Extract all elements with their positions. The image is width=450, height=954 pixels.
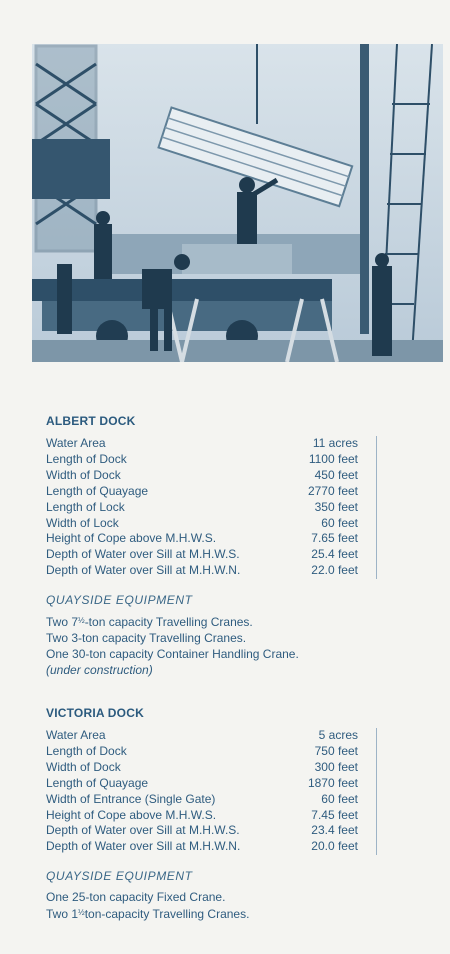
victoria-dock-section (46, 706, 406, 922)
spec-label: Length of Dock (46, 743, 127, 758)
spec-label: Depth of Water over Sill at M.H.W.N. (46, 839, 241, 854)
equipment-text: -ton capacity Travelling Cranes. (84, 615, 253, 630)
spec-value: 300 feet (286, 760, 377, 776)
spec-label: Length of Quayage (46, 483, 149, 498)
dock-crane-photo (32, 44, 443, 362)
spec-row (46, 823, 377, 839)
spec-value: 7.45 feet (286, 808, 377, 824)
albert-dock-specs-table (46, 436, 377, 579)
equipment-item (46, 613, 406, 630)
spec-label: Water Area (46, 436, 106, 450)
spec-row (46, 776, 377, 792)
spec-label: Water Area (46, 728, 106, 742)
equipment-text: Two 1 (46, 907, 79, 922)
spec-label: Width of Dock (46, 759, 121, 774)
spec-label: Depth of Water over Sill at M.H.W.S. (46, 823, 240, 838)
spec-value: 22.0 feet (286, 563, 377, 579)
equipment-item (46, 630, 406, 646)
spec-row (46, 839, 377, 855)
spec-value: 450 feet (286, 468, 377, 484)
spec-row (46, 468, 377, 484)
spec-label: Length of Quayage (46, 775, 149, 790)
spec-label: Width of Entrance (Single Gate) (46, 791, 216, 806)
albert-equipment-note: (under construction) (46, 663, 153, 678)
spec-value: 1870 feet (286, 776, 377, 792)
albert-dock-section (46, 414, 406, 678)
spec-row (46, 792, 377, 808)
spec-value: 23.4 feet (286, 823, 377, 839)
victoria-dock-title: VICTORIA DOCK (46, 706, 144, 720)
victoria-equipment-list (46, 889, 406, 922)
victoria-dock-specs-table (46, 728, 377, 855)
equipment-fraction: ½ (78, 616, 85, 626)
spec-label: Length of Lock (46, 499, 125, 514)
victoria-equipment-title: QUAYSIDE EQUIPMENT (46, 869, 193, 884)
spec-label: Depth of Water over Sill at M.H.W.S. (46, 547, 240, 562)
spec-row (46, 728, 377, 744)
spec-value: 1100 feet (286, 452, 377, 468)
equipment-text: Two 3-ton capacity Travelling Cranes. (46, 631, 247, 646)
spec-value: 60 feet (286, 516, 377, 532)
albert-equipment-title: QUAYSIDE EQUIPMENT (46, 593, 193, 608)
spec-value: 7.65 feet (286, 531, 377, 547)
spec-row (46, 760, 377, 776)
spec-label: Depth of Water over Sill at M.H.W.N. (46, 563, 241, 578)
equipment-text: One 30-ton capacity Container Handling Crane. (46, 647, 299, 662)
spec-value: 25.4 feet (286, 547, 377, 563)
spec-value: 350 feet (286, 500, 377, 516)
spec-label: Height of Cope above M.H.W.S. (46, 531, 217, 546)
equipment-item (46, 905, 406, 922)
spec-value: 2770 feet (286, 484, 377, 500)
spec-row (46, 563, 377, 579)
spec-label: Height of Cope above M.H.W.S. (46, 807, 217, 822)
spec-row (46, 484, 377, 500)
spec-value: 20.0 feet (286, 839, 377, 855)
albert-equipment-list (46, 613, 406, 662)
spec-label: Width of Dock (46, 467, 121, 482)
spec-value: 60 feet (286, 792, 377, 808)
spec-value: 5 acres (286, 728, 377, 744)
spec-row (46, 500, 377, 516)
equipment-text: Two 7 (46, 615, 79, 630)
equipment-text: One 25-ton capacity Fixed Crane. (46, 890, 226, 905)
spec-row (46, 808, 377, 824)
spec-value: 11 acres (286, 436, 377, 452)
spec-row (46, 436, 377, 452)
spec-row (46, 744, 377, 760)
albert-dock-title: ALBERT DOCK (46, 414, 136, 428)
equipment-item (46, 646, 406, 662)
spec-row (46, 452, 377, 468)
equipment-fraction: ½ (78, 908, 85, 918)
equipment-text: ton-capacity Travelling Cranes. (84, 907, 250, 922)
spec-label: Length of Dock (46, 451, 127, 466)
spec-row (46, 547, 377, 563)
spec-row (46, 531, 377, 547)
spec-value: 750 feet (286, 744, 377, 760)
spec-label: Width of Lock (46, 515, 119, 530)
spec-row (46, 516, 377, 532)
equipment-item (46, 889, 406, 905)
